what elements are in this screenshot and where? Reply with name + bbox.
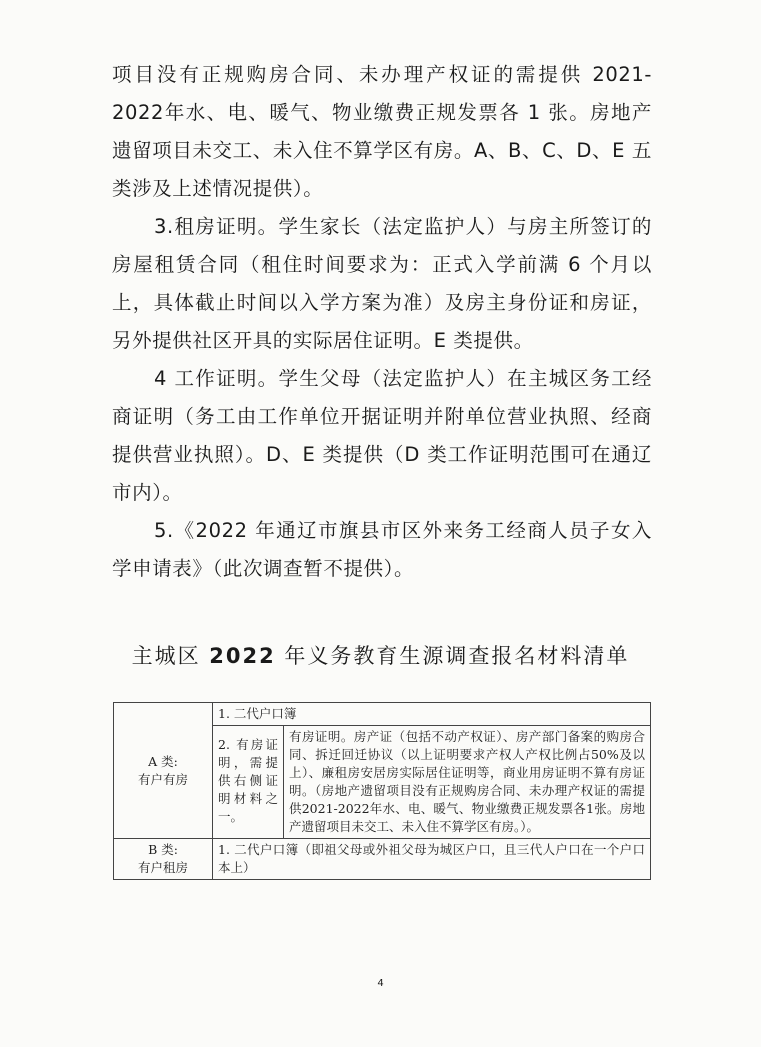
title-suffix: 年义务教育生源调查报名材料清单: [284, 644, 630, 668]
a-item1-cell: 1. 二代户口簿: [213, 703, 651, 726]
materials-table: [113, 702, 651, 880]
category-b-code: B 类:: [148, 842, 178, 857]
page-number: 4: [377, 978, 384, 989]
category-b-name: 有户租房: [137, 860, 188, 875]
paragraph-work-proof: 4 工作证明。学生父母（法定监护人）在主城区务工经商证明（务工由工作单位开据证明并附单位营业执照、经商提供营业执照）。D、E 类提供（D 类工作证明范围可在通辽市内）。: [112, 367, 652, 504]
category-a-cell: [114, 703, 213, 839]
paragraph-continuation: 项目没有正规购房合同、未办理产权证的需提供 2021-2022年水、电、暖气、物业缴费正规发票各 1 张。房地产遗留项目未交工、未入住不算学区有房。A、B、C、D、E 五类涉及上述情况提供）。: [112, 63, 652, 200]
table-row: [114, 703, 651, 726]
table-row: [114, 839, 651, 880]
category-a-code: A 类:: [148, 753, 178, 769]
table-title: [0, 640, 761, 670]
b-item1-cell: 1. 二代户口簿（即祖父母或外祖父母为城区户口，且三代人户口在一个户口本上）: [213, 839, 651, 880]
a-item2-detail-cell: 有房证明。房产证（包括不动产权证）、房产部门备案的购房合同、拆迁回迁协议（以上证明要求产权人产权比例占50%及以上）、廉租房安居房实际居住证明等，商业用房证明不算有房证明。（房地产遗留项目没有正规购房合同、未办理产权证的需提供2021-2022年水、电、暖气、物业缴费正规发票各1张。房地产遗留项目未交工、未入住不算学区有房。）。: [284, 726, 651, 839]
paragraph-rental-proof: 3.租房证明。学生家长（法定监护人）与房主所签订的房屋租赁合同（租住时间要求为：正式入学前满 6 个月以上，具体截止时间以入学方案为准）及房主身份证和房证，另外提供社区开具的实际居住证明。E 类提供。: [112, 215, 652, 352]
category-a-name: 有户有房: [137, 771, 188, 787]
body-text: [112, 56, 652, 588]
title-year: 2022: [209, 644, 276, 668]
category-b-cell: [114, 839, 213, 880]
a-item2-label-cell: 2. 有房证明，需提供右侧证明材料之一。: [213, 726, 284, 839]
paragraph-application-form: 5.《2022 年通辽市旗县市区外来务工经商人员子女入学申请表》（此次调查暂不提供）。: [112, 519, 652, 580]
title-prefix: 主城区: [131, 644, 201, 668]
